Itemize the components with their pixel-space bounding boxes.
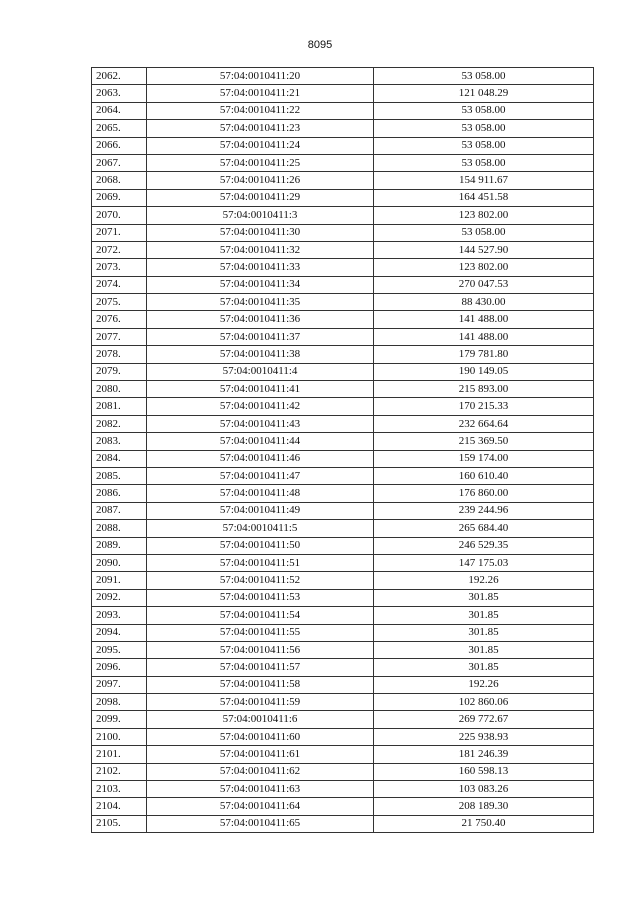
row-number-cell: 2081.: [92, 398, 147, 415]
row-number-cell: 2063.: [92, 85, 147, 102]
cadastral-number-cell: 57:04:0010411:3: [147, 207, 374, 224]
cadastral-number-cell: 57:04:0010411:36: [147, 311, 374, 328]
cadastral-number-cell: 57:04:0010411:62: [147, 763, 374, 780]
cadastral-value-cell: 123 802.00: [374, 207, 594, 224]
cadastral-number-cell: 57:04:0010411:32: [147, 241, 374, 258]
table-row: [92, 85, 594, 102]
cadastral-value-cell: 53 058.00: [374, 154, 594, 171]
table-row: [92, 485, 594, 502]
row-number-cell: 2090.: [92, 554, 147, 571]
row-number-cell: 2069.: [92, 189, 147, 206]
row-number-cell: 2088.: [92, 520, 147, 537]
table-row: [92, 433, 594, 450]
cadastral-value-cell: 181 246.39: [374, 746, 594, 763]
cadastral-number-cell: 57:04:0010411:64: [147, 798, 374, 815]
row-number-cell: 2076.: [92, 311, 147, 328]
table-row: [92, 520, 594, 537]
cadastral-number-cell: 57:04:0010411:21: [147, 85, 374, 102]
cadastral-value-cell: 176 860.00: [374, 485, 594, 502]
table-row: [92, 259, 594, 276]
row-number-cell: 2062.: [92, 68, 147, 85]
row-number-cell: 2084.: [92, 450, 147, 467]
row-number-cell: 2064.: [92, 102, 147, 119]
cadastral-number-cell: 57:04:0010411:41: [147, 381, 374, 398]
row-number-cell: 2097.: [92, 676, 147, 693]
table-row: [92, 641, 594, 658]
table-row: [92, 763, 594, 780]
row-number-cell: 2091.: [92, 572, 147, 589]
table-row: [92, 328, 594, 345]
table-row: [92, 554, 594, 571]
cadastral-value-cell: 21 750.40: [374, 815, 594, 832]
cadastral-number-cell: 57:04:0010411:46: [147, 450, 374, 467]
cadastral-value-cell: 121 048.29: [374, 85, 594, 102]
row-number-cell: 2098.: [92, 694, 147, 711]
table-row: [92, 624, 594, 641]
table-row: [92, 241, 594, 258]
cadastral-value-cell: 301.85: [374, 659, 594, 676]
cadastral-number-cell: 57:04:0010411:4: [147, 363, 374, 380]
table-row: [92, 363, 594, 380]
row-number-cell: 2100.: [92, 728, 147, 745]
table-row: [92, 207, 594, 224]
cadastral-number-cell: 57:04:0010411:25: [147, 154, 374, 171]
cadastral-value-cell: 215 893.00: [374, 381, 594, 398]
table-row: [92, 659, 594, 676]
cadastral-number-cell: 57:04:0010411:50: [147, 537, 374, 554]
table-row: [92, 676, 594, 693]
row-number-cell: 2104.: [92, 798, 147, 815]
cadastral-value-cell: 141 488.00: [374, 328, 594, 345]
cadastral-value-cell: 301.85: [374, 624, 594, 641]
table-row: [92, 68, 594, 85]
row-number-cell: 2078.: [92, 346, 147, 363]
cadastral-value-cell: 147 175.03: [374, 554, 594, 571]
cadastral-number-cell: 57:04:0010411:33: [147, 259, 374, 276]
row-number-cell: 2094.: [92, 624, 147, 641]
table-row: [92, 450, 594, 467]
row-number-cell: 2079.: [92, 363, 147, 380]
cadastral-value-cell: 53 058.00: [374, 68, 594, 85]
cadastral-value-cell: 88 430.00: [374, 294, 594, 311]
row-number-cell: 2086.: [92, 485, 147, 502]
table-row: [92, 120, 594, 137]
table-row: [92, 137, 594, 154]
cadastral-number-cell: 57:04:0010411:24: [147, 137, 374, 154]
cadastral-value-cell: 154 911.67: [374, 172, 594, 189]
table-row: [92, 694, 594, 711]
table-row: [92, 311, 594, 328]
row-number-cell: 2087.: [92, 502, 147, 519]
cadastral-value-cell: 301.85: [374, 607, 594, 624]
cadastral-number-cell: 57:04:0010411:29: [147, 189, 374, 206]
cadastral-value-cell: 269 772.67: [374, 711, 594, 728]
page-number: 8095: [307, 39, 333, 51]
cadastral-value-cell: 232 664.64: [374, 415, 594, 432]
table-row: [92, 467, 594, 484]
cadastral-number-cell: 57:04:0010411:51: [147, 554, 374, 571]
row-number-cell: 2077.: [92, 328, 147, 345]
table-row: [92, 728, 594, 745]
row-number-cell: 2066.: [92, 137, 147, 154]
row-number-cell: 2085.: [92, 467, 147, 484]
cadastral-value-cell: 239 244.96: [374, 502, 594, 519]
cadastral-number-cell: 57:04:0010411:65: [147, 815, 374, 832]
cadastral-value-cell: 164 451.58: [374, 189, 594, 206]
cadastral-value-cell: 179 781.80: [374, 346, 594, 363]
cadastral-number-cell: 57:04:0010411:42: [147, 398, 374, 415]
row-number-cell: 2068.: [92, 172, 147, 189]
cadastral-value-cell: 144 527.90: [374, 241, 594, 258]
table-row: [92, 276, 594, 293]
cadastral-value-cell: 160 598.13: [374, 763, 594, 780]
cadastral-value-cell: 301.85: [374, 589, 594, 606]
table-row: [92, 102, 594, 119]
row-number-cell: 2067.: [92, 154, 147, 171]
cadastral-value-cell: 215 369.50: [374, 433, 594, 450]
table-row: [92, 781, 594, 798]
cadastral-number-cell: 57:04:0010411:43: [147, 415, 374, 432]
cadastral-number-cell: 57:04:0010411:5: [147, 520, 374, 537]
cadastral-value-cell: 190 149.05: [374, 363, 594, 380]
table-row: [92, 589, 594, 606]
row-number-cell: 2093.: [92, 607, 147, 624]
cadastral-value-cell: 170 215.33: [374, 398, 594, 415]
row-number-cell: 2103.: [92, 781, 147, 798]
cadastral-value-cell: 53 058.00: [374, 137, 594, 154]
row-number-cell: 2102.: [92, 763, 147, 780]
cadastral-value-cell: 208 189.30: [374, 798, 594, 815]
table-row: [92, 502, 594, 519]
cadastral-value-cell: 160 610.40: [374, 467, 594, 484]
cadastral-number-cell: 57:04:0010411:55: [147, 624, 374, 641]
table-row: [92, 381, 594, 398]
cadastral-value-cell: 270 047.53: [374, 276, 594, 293]
table-row: [92, 154, 594, 171]
row-number-cell: 2105.: [92, 815, 147, 832]
row-number-cell: 2096.: [92, 659, 147, 676]
row-number-cell: 2075.: [92, 294, 147, 311]
table-row: [92, 607, 594, 624]
row-number-cell: 2083.: [92, 433, 147, 450]
table-row: [92, 798, 594, 815]
table-row: [92, 346, 594, 363]
table-row: [92, 815, 594, 832]
cadastral-number-cell: 57:04:0010411:48: [147, 485, 374, 502]
row-number-cell: 2092.: [92, 589, 147, 606]
row-number-cell: 2095.: [92, 641, 147, 658]
cadastral-value-cell: 123 802.00: [374, 259, 594, 276]
table-row: [92, 711, 594, 728]
cadastral-number-cell: 57:04:0010411:37: [147, 328, 374, 345]
cadastral-number-cell: 57:04:0010411:52: [147, 572, 374, 589]
table-row: [92, 172, 594, 189]
row-number-cell: 2099.: [92, 711, 147, 728]
cadastral-value-table: [91, 67, 594, 833]
cadastral-number-cell: 57:04:0010411:26: [147, 172, 374, 189]
cadastral-number-cell: 57:04:0010411:20: [147, 68, 374, 85]
table-row: [92, 294, 594, 311]
cadastral-value-cell: 53 058.00: [374, 224, 594, 241]
row-number-cell: 2065.: [92, 120, 147, 137]
cadastral-value-cell: 265 684.40: [374, 520, 594, 537]
cadastral-number-cell: 57:04:0010411:6: [147, 711, 374, 728]
cadastral-number-cell: 57:04:0010411:35: [147, 294, 374, 311]
table-row: [92, 224, 594, 241]
cadastral-number-cell: 57:04:0010411:38: [147, 346, 374, 363]
row-number-cell: 2089.: [92, 537, 147, 554]
row-number-cell: 2080.: [92, 381, 147, 398]
cadastral-number-cell: 57:04:0010411:59: [147, 694, 374, 711]
row-number-cell: 2101.: [92, 746, 147, 763]
cadastral-number-cell: 57:04:0010411:57: [147, 659, 374, 676]
cadastral-value-cell: 159 174.00: [374, 450, 594, 467]
cadastral-number-cell: 57:04:0010411:63: [147, 781, 374, 798]
cadastral-number-cell: 57:04:0010411:23: [147, 120, 374, 137]
table-row: [92, 415, 594, 432]
table-row: [92, 537, 594, 554]
cadastral-value-cell: 246 529.35: [374, 537, 594, 554]
cadastral-value-cell: 102 860.06: [374, 694, 594, 711]
cadastral-number-cell: 57:04:0010411:47: [147, 467, 374, 484]
row-number-cell: 2073.: [92, 259, 147, 276]
table-row: [92, 398, 594, 415]
cadastral-number-cell: 57:04:0010411:61: [147, 746, 374, 763]
cadastral-value-cell: 192.26: [374, 676, 594, 693]
row-number-cell: 2071.: [92, 224, 147, 241]
table-row: [92, 572, 594, 589]
row-number-cell: 2072.: [92, 241, 147, 258]
table-row: [92, 746, 594, 763]
cadastral-number-cell: 57:04:0010411:22: [147, 102, 374, 119]
row-number-cell: 2074.: [92, 276, 147, 293]
cadastral-number-cell: 57:04:0010411:34: [147, 276, 374, 293]
row-number-cell: 2070.: [92, 207, 147, 224]
cadastral-value-cell: 225 938.93: [374, 728, 594, 745]
cadastral-number-cell: 57:04:0010411:53: [147, 589, 374, 606]
table-body: [92, 68, 594, 833]
cadastral-number-cell: 57:04:0010411:58: [147, 676, 374, 693]
table-row: [92, 189, 594, 206]
cadastral-value-cell: 53 058.00: [374, 102, 594, 119]
cadastral-number-cell: 57:04:0010411:54: [147, 607, 374, 624]
cadastral-number-cell: 57:04:0010411:49: [147, 502, 374, 519]
cadastral-value-cell: 103 083.26: [374, 781, 594, 798]
cadastral-number-cell: 57:04:0010411:30: [147, 224, 374, 241]
cadastral-number-cell: 57:04:0010411:56: [147, 641, 374, 658]
cadastral-value-cell: 141 488.00: [374, 311, 594, 328]
cadastral-number-cell: 57:04:0010411:60: [147, 728, 374, 745]
cadastral-number-cell: 57:04:0010411:44: [147, 433, 374, 450]
cadastral-value-cell: 53 058.00: [374, 120, 594, 137]
row-number-cell: 2082.: [92, 415, 147, 432]
cadastral-value-cell: 301.85: [374, 641, 594, 658]
cadastral-value-cell: 192.26: [374, 572, 594, 589]
